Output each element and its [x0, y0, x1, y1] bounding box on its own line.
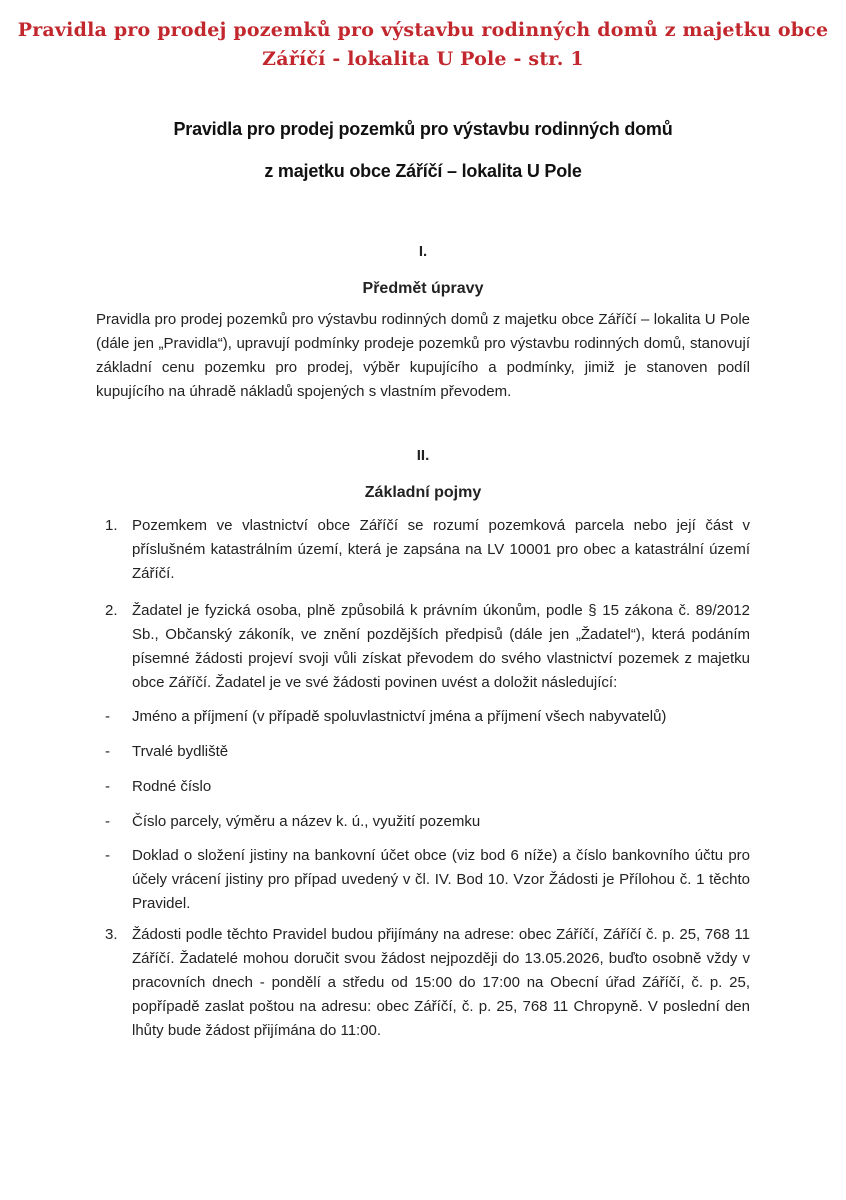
dash-item-2: [96, 740, 750, 764]
section2-heading: Základní pojmy: [364, 484, 482, 501]
section2-number: II.: [416, 447, 430, 464]
list-item-2: [96, 599, 750, 695]
dash-item-5: [96, 844, 750, 916]
list-item-1: [96, 514, 750, 586]
list-item-3-text: Žádosti podle těchto Pravidel budou přijímány na adrese: obec Záříčí, Záříčí č. p. 25, 768 11 Záříčí. Žadatelé mohou doručit svou žádost nejpozději do 13.05.2026, buďto osobně vždy v pracovních dnech - pondělí a středu od 15:00 do 17:00 na Obecní úřad Záříčí, č. p. 25, popřípadě zaslat poštou na adresu: obec Záříčí, č. p. 25, 768 11 Chropyně. V poslední den lhůty bude žádost přijímána do 11:00.: [132, 926, 750, 1039]
list-item-2-marker: 2.: [105, 602, 118, 619]
dash-item-1-marker: -: [105, 708, 110, 725]
dash-item-2-text: Trvalé bydliště: [132, 743, 229, 760]
section1-number: I.: [418, 243, 428, 260]
dash-item-1-text: Jméno a příjmení (v případě spoluvlastnictví jména a příjmení všech nabyvatelů): [132, 708, 667, 725]
dash-item-2-marker: -: [105, 743, 110, 760]
dash-item-4: [96, 810, 750, 834]
list-item-2-text: Žadatel je fyzická osoba, plně způsobilá k právním úkonům, podle § 15 zákona č. 89/2012 Sb., Občanský zákoník, ve znění pozdějších předpisů (dále jen „Žadatel“), která podáním písemné žádosti projeví svoji vůli získat převodem do svého vlastnictví pozemek z majetku obce Záříčí. Žadatel je ve své žádosti povinen uvést a doložit následující:: [132, 602, 750, 691]
dash-item-5-text: Doklad o složení jistiny na bankovní účet obce (viz bod 6 níže) a číslo bankovního účtu pro účely vrácení jistiny pro případ uvedený v čl. IV. Bod 10. Vzor Žádosti je Přílohou č. 1 těchto Pravidel.: [132, 847, 750, 912]
document-title-line1: Pravidla pro prodej pozemků pro výstavbu rodinných domů: [173, 119, 673, 139]
list-item-1-text: Pozemkem ve vlastnictví obce Záříčí se rozumí pozemková parcela nebo její část v příslušném katastrálním území, která je zapsána na LV 10001 pro obec a katastrální území Záříčí.: [132, 517, 750, 582]
document-title: [0, 118, 846, 182]
dash-item-5-marker: -: [105, 847, 110, 864]
document-title-line2: z majetku obce Záříčí – lokalita U Pole: [264, 161, 582, 181]
list-item-3-marker: 3.: [105, 926, 118, 943]
page-header: [0, 0, 846, 74]
section1-heading: Předmět úpravy: [362, 280, 484, 297]
dash-item-1: [96, 705, 750, 729]
list-item-1-marker: 1.: [105, 517, 118, 534]
list-item-3: [96, 923, 750, 1043]
dash-item-3-marker: -: [105, 778, 110, 795]
dash-item-3: [96, 775, 750, 799]
section1-paragraph: Pravidla pro prodej pozemků pro výstavbu rodinných domů z majetku obce Záříčí – lokalita U Pole (dále jen „Pravidla“), upravují podmínky prodeje pozemků pro výstavbu rodinných domů, stanovují základní cenu pozemku pro prodej, výběr kupujícího a podmínky, jimiž je stanoven podíl kupujícího na úhradě nákladů spojených s vlastním převodem.: [96, 311, 750, 400]
document-body: [0, 240, 846, 1043]
page-header-line1: Pravidla pro prodej pozemků pro výstavbu rodinných domů z majetku obce: [17, 19, 829, 41]
page-header-line2: Záříčí - lokalita U Pole - str. 1: [262, 48, 584, 70]
dash-item-4-text: Číslo parcely, výměru a název k. ú., využití pozemku: [132, 813, 481, 830]
dash-item-3-text: Rodné číslo: [132, 778, 212, 795]
dash-item-4-marker: -: [105, 813, 110, 830]
